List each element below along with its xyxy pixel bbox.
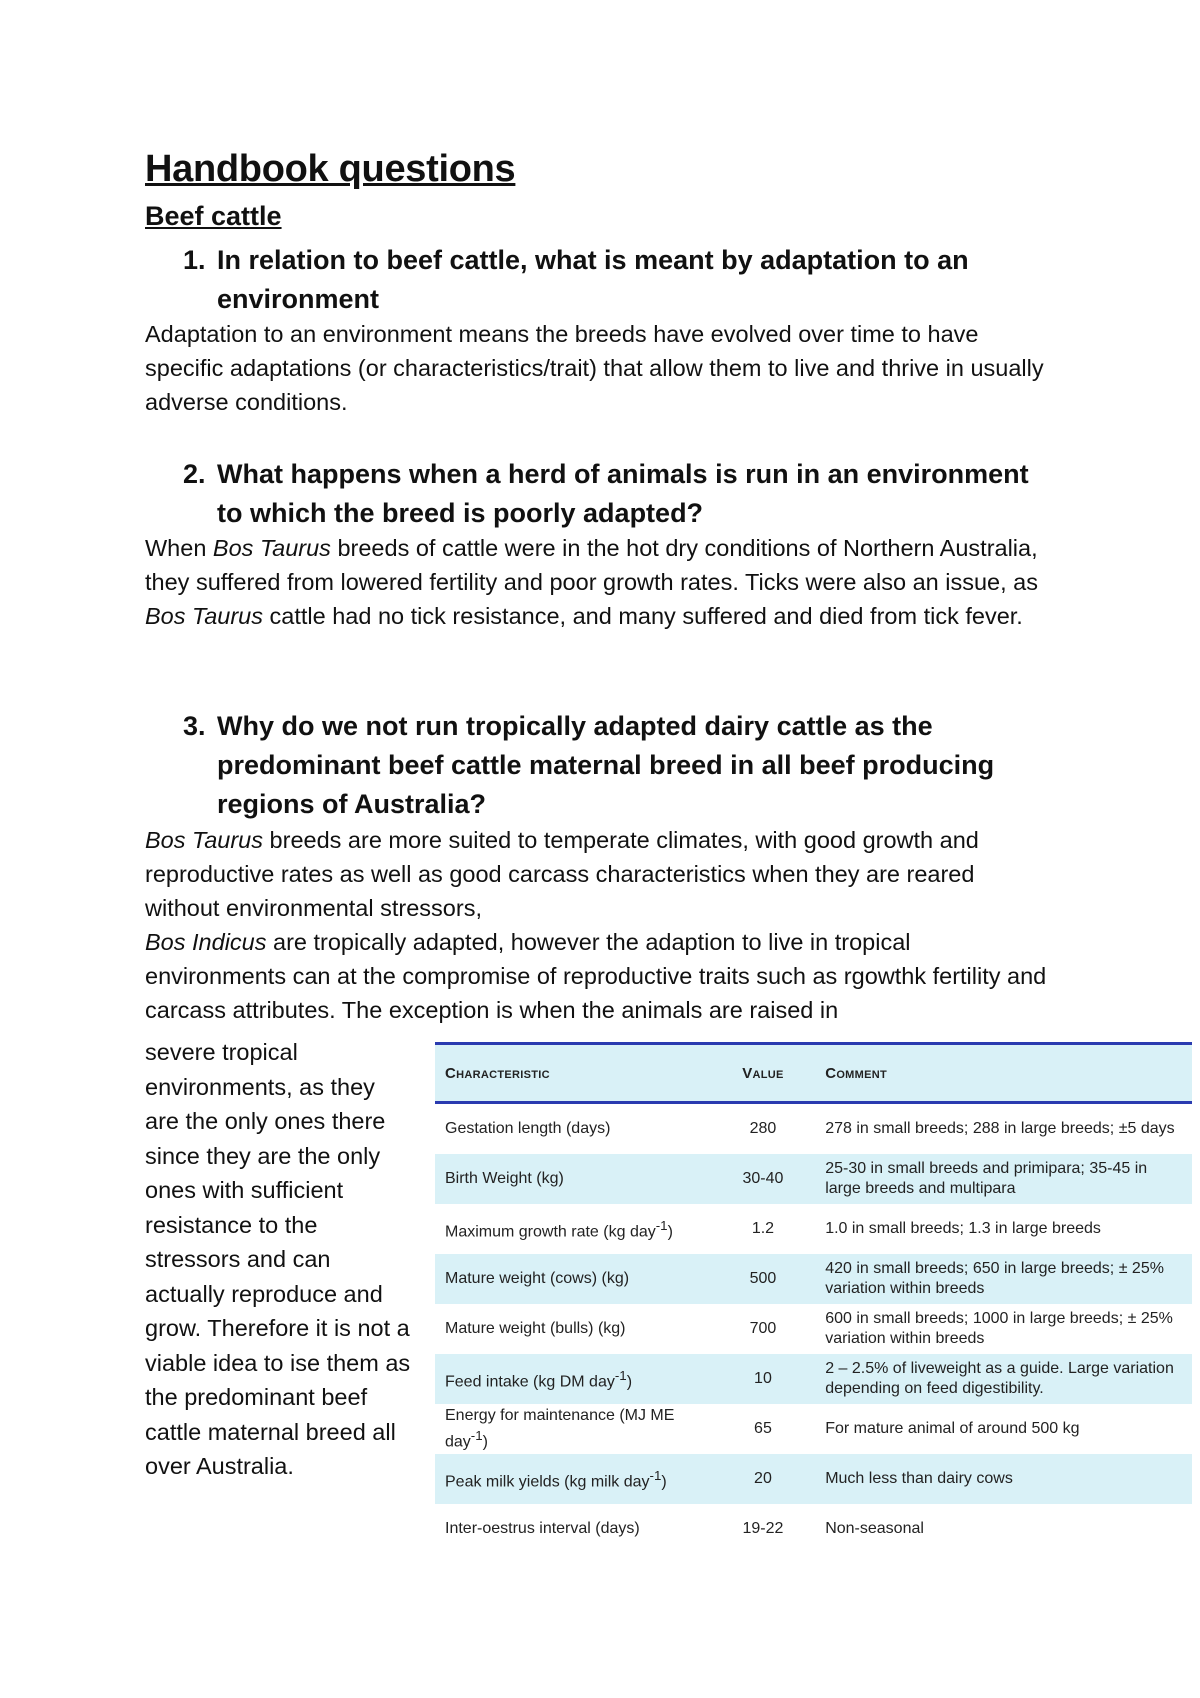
cell-value: 19-22: [742, 1520, 784, 1538]
cell-comment: Non-seasonal: [825, 1520, 924, 1538]
species-name: Bos Indicus: [145, 929, 267, 955]
cell-characteristic: Maximum growth rate (kg day$^{-1}$): [445, 1217, 673, 1241]
question-1: [145, 241, 1045, 319]
answer-3-paragraph-2: [145, 925, 1050, 1027]
table-header-row: [435, 1044, 1192, 1103]
cell-comment: For mature animal of around 500 kg: [825, 1420, 1080, 1438]
answer-3-wrapped-text: severe tropical environments, as they are the only ones there since they are the only ones with sufficient resistance to the stressors and can actually reproduce and grow. Therefore it is not a viable idea to ise them as the predominant beef cattle maternal breed all over Australia.: [145, 1039, 411, 1479]
cell-characteristic: Peak milk yields (kg milk day$^{-1}$): [435, 1454, 711, 1504]
cell-characteristic: Mature weight (bulls) (kg): [445, 1320, 626, 1337]
cell-characteristic: Mature weight (cows) (kg): [435, 1254, 711, 1304]
cell-characteristic: Birth Weight (kg): [435, 1154, 711, 1204]
question-text: Why do we not run tropically adapted dairy cattle as the predominant beef cattle maternal breed in all beef producing regions of Australia?: [217, 711, 995, 819]
cattle-characteristics-table: [435, 1042, 1192, 1554]
cell-value: 20: [711, 1454, 815, 1504]
question-text: What happens when a herd of animals is run in an environment to which the breed is poorly adapted?: [217, 459, 1029, 528]
table-row: [435, 1254, 1192, 1304]
cell-comment: Much less than dairy cows: [815, 1454, 1192, 1504]
answer-text: When: [145, 535, 213, 561]
question-2: [145, 455, 1045, 533]
table-row: [435, 1354, 1192, 1404]
cell-characteristic: Gestation length (days): [445, 1120, 611, 1137]
table-row: [435, 1103, 1192, 1155]
cell-value: 1.2: [751, 1220, 775, 1237]
cell-value: 65: [754, 1420, 772, 1438]
table-row: [435, 1404, 1192, 1454]
cell-characteristic: Energy for maintenance (MJ ME day$^{-1}$): [445, 1407, 675, 1451]
page-title: Handbook questions: [145, 148, 516, 190]
answer-1: Adaptation to an environment means the breeds have evolved over time to have specific adaptations (or characteristics/trait) that allow them to live and thrive in usually adverse conditions.: [145, 321, 1044, 415]
cell-comment: 600 in small breeds; 1000 in large breeds; ± 25% variation within breeds: [825, 1310, 1173, 1347]
header-value: Value: [711, 1044, 815, 1103]
answer-text: breeds are more suited to temperate climates, with good growth and reproductive rates as well as good carcass characteristics when they are reared without environmental stressors,: [145, 827, 979, 921]
answer-text: are tropically adapted, however the adaption to live in tropical environments can at the compromise of reproductive traits such as rgowthk fertility and carcass attributes. The exception is when the animals are raised in: [145, 929, 1047, 1023]
cell-comment: 420 in small breeds; 650 in large breeds; ± 25% variation within breeds: [815, 1254, 1192, 1304]
answer-text: breeds of cattle were in the hot dry conditions of Northern Australia, they suffered from lowered fertility and poor growth rates. Ticks were also an issue, as: [145, 535, 1038, 595]
table-row: [435, 1504, 1192, 1554]
answer-3-paragraph-1: [145, 823, 1050, 925]
cell-comment: 278 in small breeds; 288 in large breeds; ±5 days: [825, 1120, 1175, 1137]
table-row: [435, 1154, 1192, 1204]
table-row: [435, 1204, 1192, 1254]
header-characteristic: Characteristic: [435, 1044, 711, 1103]
cell-value: 280: [749, 1120, 777, 1137]
table-row: [435, 1454, 1192, 1504]
question-number: 1.: [183, 245, 206, 275]
question-3: [145, 707, 1045, 824]
cell-characteristic: Inter-oestrus interval (days): [445, 1520, 640, 1538]
answer-2: [145, 531, 1050, 633]
cell-comment: 25-30 in small breeds and primipara; 35-45 in large breeds and multipara: [815, 1154, 1192, 1204]
cell-comment: 2 – 2.5% of liveweight as a guide. Large variation depending on feed digestibility.: [815, 1354, 1192, 1404]
table-row: [435, 1304, 1192, 1354]
header-comment: Comment: [815, 1044, 1192, 1103]
species-name: Bos Taurus: [145, 827, 264, 853]
cell-value: 700: [749, 1320, 777, 1337]
cell-comment: 1.0 in small breeds; 1.3 in large breeds: [825, 1220, 1101, 1237]
question-number: 3.: [183, 711, 206, 741]
section-subtitle: Beef cattle: [145, 201, 282, 231]
cell-value: 10: [711, 1354, 815, 1404]
answer-text: cattle had no tick resistance, and many suffered and died from tick fever.: [263, 603, 1023, 629]
cell-value: 500: [711, 1254, 815, 1304]
question-number: 2.: [183, 459, 206, 489]
species-name: Bos Taurus: [145, 603, 264, 629]
species-name: Bos Taurus: [212, 535, 331, 561]
question-text: In relation to beef cattle, what is meant by adaptation to an environment: [217, 245, 969, 314]
cell-characteristic: Feed intake (kg DM day$^{-1}$): [435, 1354, 711, 1404]
cell-value: 30-40: [711, 1154, 815, 1204]
